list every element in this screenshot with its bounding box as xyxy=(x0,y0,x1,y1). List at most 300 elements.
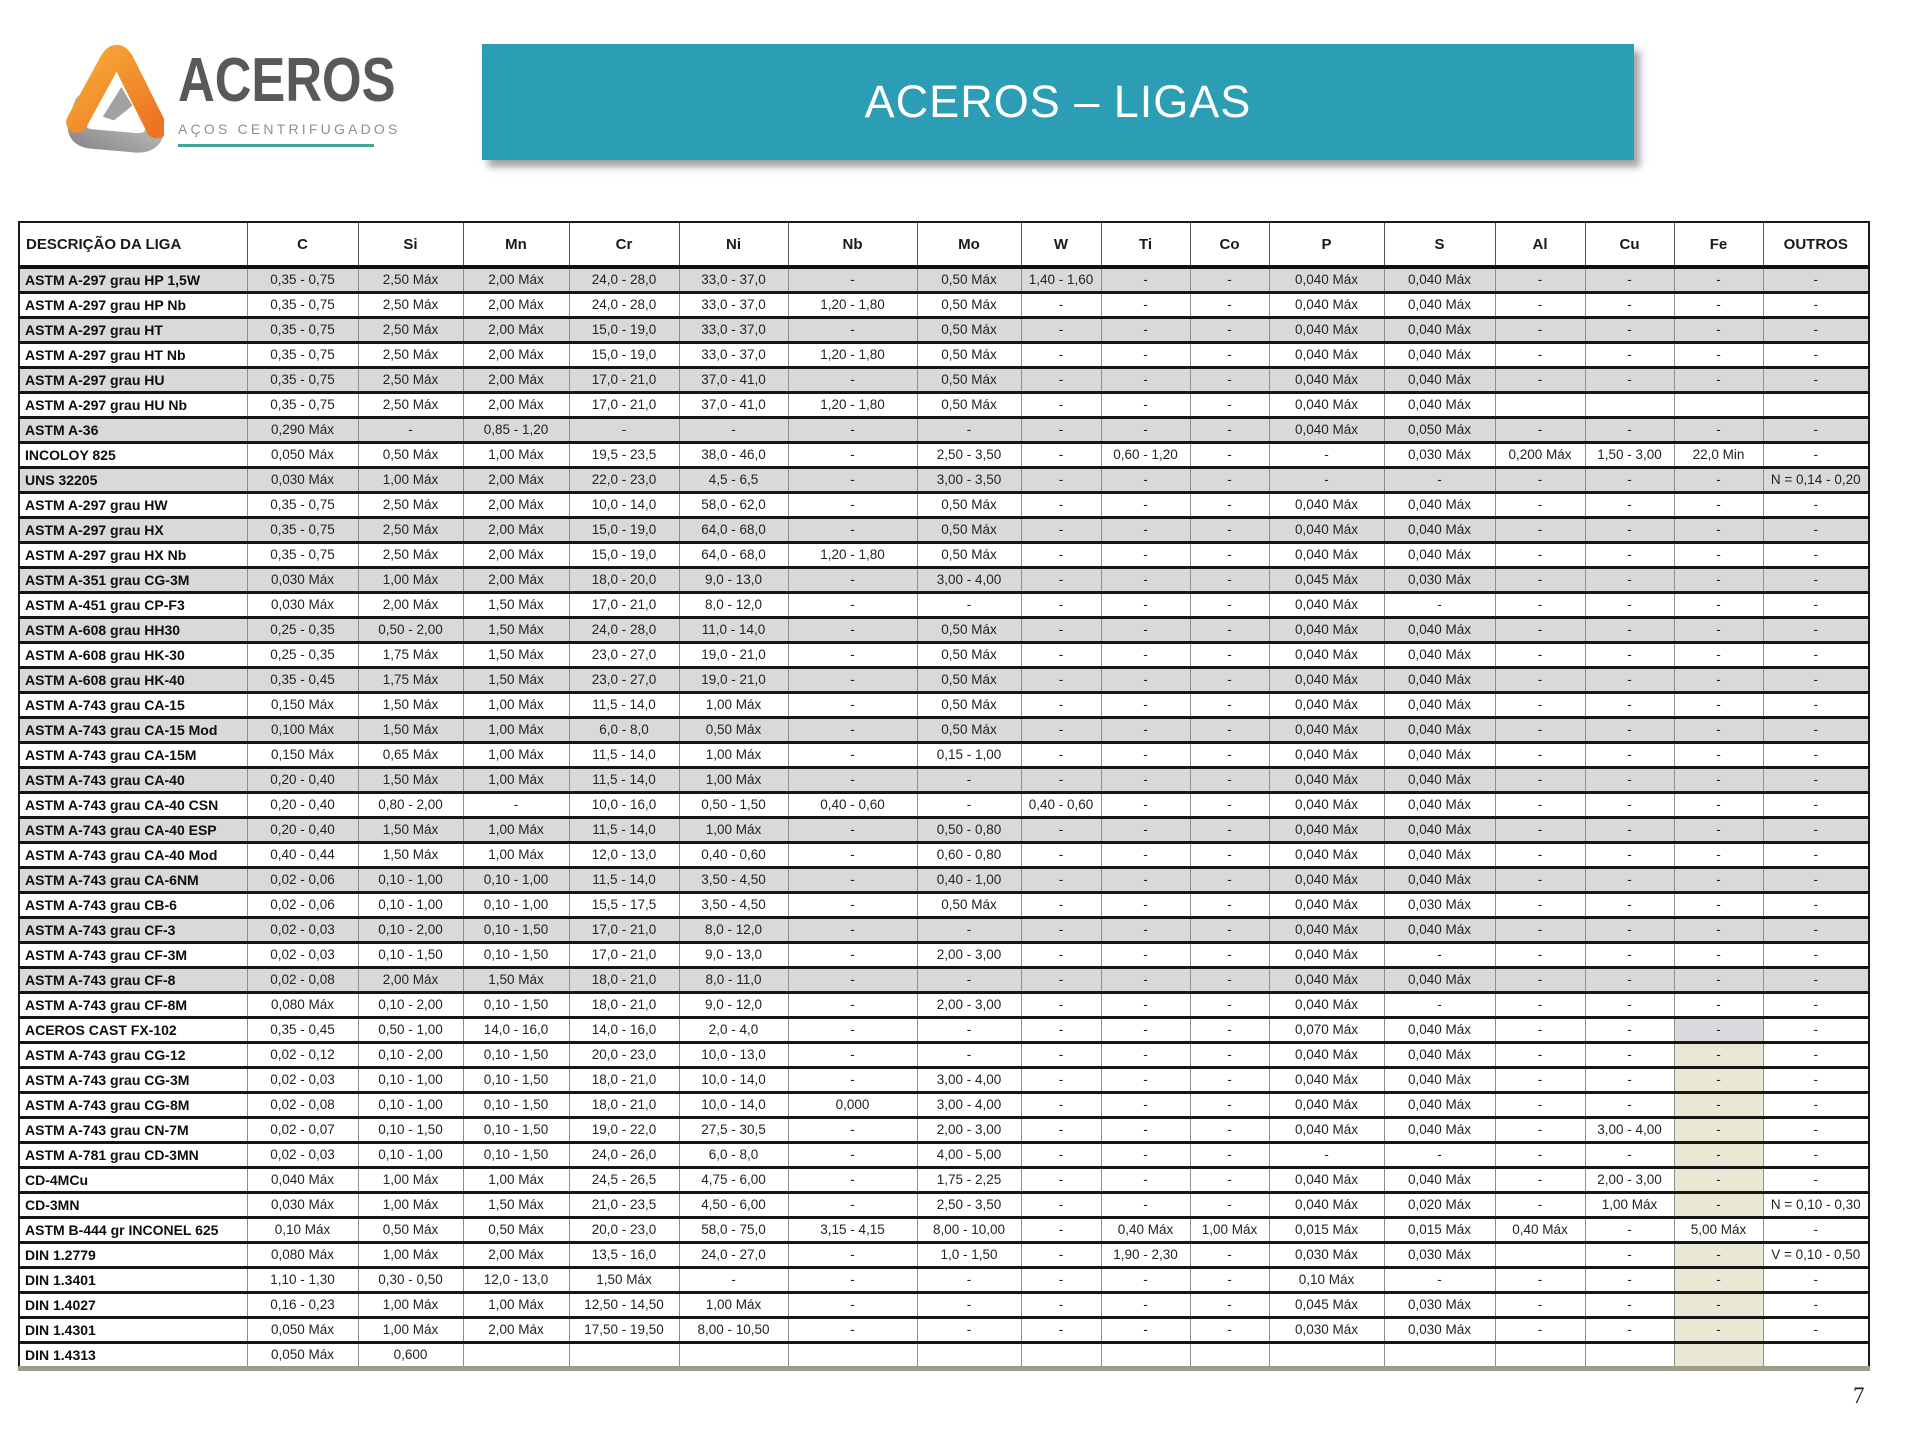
value-cell: - xyxy=(788,968,917,993)
value-cell: - xyxy=(1101,493,1190,518)
value-cell: - xyxy=(1495,1068,1585,1093)
value-cell: 0,040 Máx xyxy=(1384,743,1495,768)
table-row xyxy=(19,818,1869,843)
value-cell: 0,60 - 1,20 xyxy=(1101,443,1190,468)
value-cell: 11,5 - 14,0 xyxy=(569,693,679,718)
brand-tagline: AÇOS CENTRIFUGADOS xyxy=(178,120,401,137)
value-cell: - xyxy=(1101,1318,1190,1343)
liga-name-cell: CD-3MN xyxy=(19,1193,247,1218)
table-row xyxy=(19,468,1869,493)
value-cell: - xyxy=(1101,293,1190,318)
value-cell: 33,0 - 37,0 xyxy=(679,267,788,293)
value-cell: - xyxy=(1585,643,1674,668)
value-cell: 0,040 Máx xyxy=(1269,768,1384,793)
value-cell: 0,50 - 0,80 xyxy=(917,818,1021,843)
value-cell: - xyxy=(1269,1143,1384,1168)
value-cell: 1,00 Máx xyxy=(1190,1218,1269,1243)
value-cell: 0,10 - 1,50 xyxy=(463,993,569,1018)
value-cell: - xyxy=(1674,267,1763,293)
table-row xyxy=(19,343,1869,368)
value-cell: 1,50 Máx xyxy=(358,843,463,868)
value-cell: - xyxy=(1495,618,1585,643)
value-cell: 2,00 Máx xyxy=(463,393,569,418)
value-cell: 2,00 Máx xyxy=(463,493,569,518)
table-row xyxy=(19,518,1869,543)
value-cell: 0,040 Máx xyxy=(1269,1068,1384,1093)
value-cell: 0,030 Máx xyxy=(247,1193,358,1218)
value-cell: 0,35 - 0,45 xyxy=(247,1018,358,1043)
value-cell: - xyxy=(1763,1043,1869,1068)
value-cell: - xyxy=(1021,543,1101,568)
value-cell: - xyxy=(1021,768,1101,793)
value-cell: - xyxy=(1495,718,1585,743)
value-cell: - xyxy=(1763,918,1869,943)
value-cell: - xyxy=(1021,568,1101,593)
value-cell: 0,65 Máx xyxy=(358,743,463,768)
liga-name-cell: ASTM A-297 grau HT Nb xyxy=(19,343,247,368)
value-cell: - xyxy=(1585,993,1674,1018)
value-cell: 0,040 Máx xyxy=(1269,893,1384,918)
value-cell xyxy=(1495,393,1585,418)
value-cell: 0,50 Máx xyxy=(358,443,463,468)
value-cell: - xyxy=(1674,918,1763,943)
value-cell: - xyxy=(1021,868,1101,893)
value-cell: - xyxy=(1101,568,1190,593)
value-cell: 0,050 Máx xyxy=(247,1318,358,1343)
value-cell: - xyxy=(1585,1268,1674,1293)
value-cell: - xyxy=(1021,918,1101,943)
value-cell: - xyxy=(1021,743,1101,768)
value-cell: - xyxy=(1763,818,1869,843)
value-cell: - xyxy=(1021,618,1101,643)
value-cell: 0,040 Máx xyxy=(1384,868,1495,893)
value-cell: - xyxy=(1763,368,1869,393)
value-cell: - xyxy=(1763,1118,1869,1143)
column-header: Cr xyxy=(569,222,679,267)
value-cell: 0,25 - 0,35 xyxy=(247,618,358,643)
value-cell: 1,00 Máx xyxy=(358,1193,463,1218)
value-cell: 1,50 Máx xyxy=(463,668,569,693)
value-cell: - xyxy=(1190,1068,1269,1093)
value-cell: 2,50 Máx xyxy=(358,318,463,343)
value-cell: 0,000 xyxy=(788,1093,917,1118)
value-cell: 0,040 Máx xyxy=(1384,267,1495,293)
value-cell: - xyxy=(1495,1268,1585,1293)
value-cell: - xyxy=(1763,1318,1869,1343)
value-cell: - xyxy=(1269,468,1384,493)
value-cell: 0,070 Máx xyxy=(1269,1018,1384,1043)
value-cell: - xyxy=(1190,493,1269,518)
value-cell: 0,85 - 1,20 xyxy=(463,418,569,443)
value-cell xyxy=(1190,1343,1269,1369)
value-cell: 1,50 - 3,00 xyxy=(1585,443,1674,468)
value-cell: 0,040 Máx xyxy=(1384,393,1495,418)
value-cell: 20,0 - 23,0 xyxy=(569,1043,679,1068)
value-cell: - xyxy=(1101,1093,1190,1118)
value-cell: 8,00 - 10,00 xyxy=(917,1218,1021,1243)
value-cell: 9,0 - 13,0 xyxy=(679,568,788,593)
value-cell: - xyxy=(1763,1018,1869,1043)
value-cell: 1,00 Máx xyxy=(679,1293,788,1318)
value-cell: 1,50 Máx xyxy=(358,693,463,718)
liga-name-cell: ASTM A-297 grau HP Nb xyxy=(19,293,247,318)
value-cell: - xyxy=(1585,543,1674,568)
value-cell: 3,00 - 4,00 xyxy=(917,568,1021,593)
value-cell: - xyxy=(1495,1193,1585,1218)
value-cell: 0,02 - 0,08 xyxy=(247,1093,358,1118)
value-cell: 1,50 Máx xyxy=(358,768,463,793)
value-cell: - xyxy=(1190,893,1269,918)
value-cell: 24,5 - 26,5 xyxy=(569,1168,679,1193)
value-cell: 12,0 - 13,0 xyxy=(463,1268,569,1293)
table-row xyxy=(19,1168,1869,1193)
value-cell: 1,50 Máx xyxy=(463,643,569,668)
value-cell: - xyxy=(1674,293,1763,318)
value-cell: - xyxy=(1190,368,1269,393)
value-cell: - xyxy=(1674,1018,1763,1043)
value-cell: 0,35 - 0,75 xyxy=(247,293,358,318)
value-cell: 1,20 - 1,80 xyxy=(788,393,917,418)
value-cell: - xyxy=(1190,643,1269,668)
liga-name-cell: ASTM A-608 grau HK-30 xyxy=(19,643,247,668)
value-cell: - xyxy=(1495,643,1585,668)
value-cell: - xyxy=(1021,718,1101,743)
value-cell: 2,50 Máx xyxy=(358,368,463,393)
value-cell: 64,0 - 68,0 xyxy=(679,518,788,543)
value-cell: 0,50 Máx xyxy=(917,318,1021,343)
value-cell: - xyxy=(788,418,917,443)
value-cell: 2,00 Máx xyxy=(463,343,569,368)
table-row xyxy=(19,1143,1869,1168)
value-cell: 0,50 Máx xyxy=(917,618,1021,643)
value-cell: 24,0 - 28,0 xyxy=(569,293,679,318)
value-cell: - xyxy=(1495,1168,1585,1193)
value-cell: 1,20 - 1,80 xyxy=(788,543,917,568)
value-cell: 0,040 Máx xyxy=(1269,643,1384,668)
value-cell: - xyxy=(1101,718,1190,743)
liga-name-cell: ASTM A-743 grau CA-6NM xyxy=(19,868,247,893)
value-cell: 1,00 Máx xyxy=(358,468,463,493)
value-cell: 2,00 Máx xyxy=(463,518,569,543)
value-cell: 0,10 - 1,50 xyxy=(463,1093,569,1118)
alloy-table-container xyxy=(18,221,1870,1371)
value-cell: 0,10 - 1,00 xyxy=(358,1068,463,1093)
value-cell: 0,040 Máx xyxy=(247,1168,358,1193)
value-cell: - xyxy=(788,818,917,843)
value-cell xyxy=(788,1343,917,1369)
value-cell: - xyxy=(1674,1068,1763,1093)
value-cell: - xyxy=(1585,1043,1674,1068)
value-cell: - xyxy=(1585,693,1674,718)
liga-name-cell: ASTM A-743 grau CA-40 ESP xyxy=(19,818,247,843)
value-cell: - xyxy=(1674,818,1763,843)
value-cell xyxy=(1674,393,1763,418)
value-cell: - xyxy=(1101,1268,1190,1293)
value-cell: 0,02 - 0,06 xyxy=(247,893,358,918)
value-cell: - xyxy=(1190,543,1269,568)
value-cell: - xyxy=(1495,318,1585,343)
value-cell: - xyxy=(1763,293,1869,318)
value-cell: 1,00 Máx xyxy=(358,1243,463,1268)
liga-name-cell: ASTM A-743 grau CA-40 Mod xyxy=(19,843,247,868)
liga-name-cell: ASTM A-743 grau CB-6 xyxy=(19,893,247,918)
value-cell: - xyxy=(1190,993,1269,1018)
value-cell: 0,040 Máx xyxy=(1384,843,1495,868)
value-cell: 1,90 - 2,30 xyxy=(1101,1243,1190,1268)
value-cell: - xyxy=(1021,943,1101,968)
value-cell: - xyxy=(1763,768,1869,793)
value-cell: - xyxy=(1585,1318,1674,1343)
value-cell: 0,040 Máx xyxy=(1384,368,1495,393)
value-cell: 1,00 Máx xyxy=(463,768,569,793)
value-cell: - xyxy=(1495,768,1585,793)
liga-name-cell: ASTM A-743 grau CG-3M xyxy=(19,1068,247,1093)
value-cell: 2,00 - 3,00 xyxy=(917,1118,1021,1143)
liga-name-cell: ASTM A-743 grau CF-8M xyxy=(19,993,247,1018)
value-cell: 0,20 - 0,40 xyxy=(247,793,358,818)
value-cell: - xyxy=(788,1293,917,1318)
value-cell: - xyxy=(1384,1268,1495,1293)
value-cell: 11,5 - 14,0 xyxy=(569,743,679,768)
value-cell: 0,050 Máx xyxy=(1384,418,1495,443)
value-cell: 0,040 Máx xyxy=(1384,918,1495,943)
column-header: Co xyxy=(1190,222,1269,267)
value-cell: - xyxy=(1763,1218,1869,1243)
value-cell: - xyxy=(1021,993,1101,1018)
value-cell: - xyxy=(1190,1093,1269,1118)
value-cell: - xyxy=(788,918,917,943)
value-cell: - xyxy=(788,1318,917,1343)
value-cell: 27,5 - 30,5 xyxy=(679,1118,788,1143)
table-row xyxy=(19,1343,1869,1369)
value-cell: 2,00 Máx xyxy=(463,568,569,593)
value-cell: - xyxy=(1763,793,1869,818)
value-cell: - xyxy=(788,1243,917,1268)
value-cell: 0,040 Máx xyxy=(1269,718,1384,743)
value-cell: 64,0 - 68,0 xyxy=(679,543,788,568)
value-cell: - xyxy=(788,618,917,643)
value-cell: - xyxy=(1190,843,1269,868)
table-row xyxy=(19,1318,1869,1343)
value-cell: - xyxy=(1674,1043,1763,1068)
value-cell: - xyxy=(1190,1268,1269,1293)
value-cell: - xyxy=(1674,768,1763,793)
value-cell: 0,040 Máx xyxy=(1384,518,1495,543)
value-cell: 0,50 Máx xyxy=(917,718,1021,743)
value-cell: 0,10 Máx xyxy=(1269,1268,1384,1293)
value-cell: 0,030 Máx xyxy=(247,468,358,493)
value-cell: 0,150 Máx xyxy=(247,743,358,768)
value-cell: - xyxy=(1495,993,1585,1018)
table-row xyxy=(19,1293,1869,1318)
value-cell: - xyxy=(1101,1018,1190,1043)
value-cell: - xyxy=(1585,1218,1674,1243)
value-cell: 15,0 - 19,0 xyxy=(569,318,679,343)
value-cell: 17,0 - 21,0 xyxy=(569,593,679,618)
value-cell: - xyxy=(1021,1143,1101,1168)
value-cell: 33,0 - 37,0 xyxy=(679,318,788,343)
value-cell: - xyxy=(1190,1018,1269,1043)
value-cell: - xyxy=(1763,1293,1869,1318)
value-cell: 0,02 - 0,12 xyxy=(247,1043,358,1068)
value-cell: - xyxy=(1674,568,1763,593)
value-cell: - xyxy=(1674,1143,1763,1168)
value-cell: N = 0,10 - 0,30 xyxy=(1763,1193,1869,1218)
table-row xyxy=(19,418,1869,443)
value-cell: - xyxy=(788,1143,917,1168)
value-cell: - xyxy=(1101,968,1190,993)
value-cell: - xyxy=(788,693,917,718)
alloy-table xyxy=(18,221,1870,1371)
value-cell xyxy=(1101,1343,1190,1369)
value-cell: 0,030 Máx xyxy=(247,568,358,593)
company-logo xyxy=(62,36,443,164)
value-cell: - xyxy=(788,267,917,293)
column-header: Nb xyxy=(788,222,917,267)
value-cell: 19,5 - 23,5 xyxy=(569,443,679,468)
value-cell: 1,50 Máx xyxy=(463,593,569,618)
value-cell: 1,40 - 1,60 xyxy=(1021,267,1101,293)
value-cell: - xyxy=(1674,1268,1763,1293)
value-cell: - xyxy=(917,418,1021,443)
value-cell: - xyxy=(1021,1268,1101,1293)
value-cell: 0,35 - 0,45 xyxy=(247,668,358,693)
value-cell: - xyxy=(1763,843,1869,868)
value-cell: 0,35 - 0,75 xyxy=(247,368,358,393)
value-cell: 11,5 - 14,0 xyxy=(569,868,679,893)
value-cell: - xyxy=(1101,918,1190,943)
value-cell: 0,040 Máx xyxy=(1269,1118,1384,1143)
value-cell: - xyxy=(1495,1293,1585,1318)
value-cell: - xyxy=(1674,318,1763,343)
value-cell: - xyxy=(917,768,1021,793)
value-cell: - xyxy=(1495,868,1585,893)
value-cell: 0,040 Máx xyxy=(1384,693,1495,718)
value-cell: - xyxy=(1674,418,1763,443)
value-cell: - xyxy=(1585,418,1674,443)
value-cell: - xyxy=(1101,1043,1190,1068)
value-cell: 0,20 - 0,40 xyxy=(247,768,358,793)
liga-name-cell: ASTM A-297 grau HT xyxy=(19,318,247,343)
value-cell: - xyxy=(1495,1318,1585,1343)
value-cell: 1,00 Máx xyxy=(463,743,569,768)
value-cell: 0,040 Máx xyxy=(1269,267,1384,293)
value-cell: 10,0 - 14,0 xyxy=(679,1093,788,1118)
value-cell: 0,045 Máx xyxy=(1269,568,1384,593)
value-cell: - xyxy=(1101,1168,1190,1193)
value-cell: - xyxy=(1101,993,1190,1018)
value-cell: - xyxy=(1495,1043,1585,1068)
value-cell: - xyxy=(1495,418,1585,443)
liga-name-cell: ASTM A-743 grau CF-3 xyxy=(19,918,247,943)
column-header: S xyxy=(1384,222,1495,267)
value-cell: 2,00 - 3,00 xyxy=(1585,1168,1674,1193)
value-cell: 18,0 - 21,0 xyxy=(569,993,679,1018)
value-cell: 0,35 - 0,75 xyxy=(247,393,358,418)
value-cell: - xyxy=(1585,743,1674,768)
value-cell: 1,00 Máx xyxy=(463,693,569,718)
value-cell: 0,02 - 0,07 xyxy=(247,1118,358,1143)
value-cell: - xyxy=(1763,1168,1869,1193)
value-cell: - xyxy=(1674,643,1763,668)
table-row xyxy=(19,968,1869,993)
value-cell: 0,080 Máx xyxy=(247,1243,358,1268)
value-cell: 10,0 - 14,0 xyxy=(569,493,679,518)
value-cell: 0,040 Máx xyxy=(1269,368,1384,393)
value-cell: 0,10 - 1,50 xyxy=(463,943,569,968)
value-cell: - xyxy=(1021,443,1101,468)
table-row xyxy=(19,443,1869,468)
value-cell: 21,0 - 23,5 xyxy=(569,1193,679,1218)
value-cell: 19,0 - 22,0 xyxy=(569,1118,679,1143)
value-cell: - xyxy=(1101,1118,1190,1143)
value-cell: 0,040 Máx xyxy=(1269,393,1384,418)
value-cell: 23,0 - 27,0 xyxy=(569,668,679,693)
value-cell: 0,030 Máx xyxy=(1384,568,1495,593)
value-cell: 0,02 - 0,06 xyxy=(247,868,358,893)
column-header: Mn xyxy=(463,222,569,267)
liga-name-cell: UNS 32205 xyxy=(19,468,247,493)
value-cell: 0,10 - 2,00 xyxy=(358,1043,463,1068)
value-cell: 0,10 - 2,00 xyxy=(358,993,463,1018)
value-cell: - xyxy=(1384,468,1495,493)
value-cell: - xyxy=(1190,418,1269,443)
value-cell: - xyxy=(1585,1093,1674,1118)
value-cell: - xyxy=(1763,518,1869,543)
value-cell: 5,00 Máx xyxy=(1674,1218,1763,1243)
value-cell: - xyxy=(1101,1293,1190,1318)
liga-name-cell: ASTM A-297 grau HX xyxy=(19,518,247,543)
value-cell: - xyxy=(1021,1068,1101,1093)
value-cell: - xyxy=(917,1043,1021,1068)
value-cell: 0,040 Máx xyxy=(1384,1118,1495,1143)
value-cell: 0,40 - 0,60 xyxy=(788,793,917,818)
value-cell: 18,0 - 20,0 xyxy=(569,568,679,593)
value-cell: 0,040 Máx xyxy=(1384,293,1495,318)
value-cell: - xyxy=(1495,843,1585,868)
column-header: Ti xyxy=(1101,222,1190,267)
value-cell: - xyxy=(1021,1243,1101,1268)
value-cell: 3,00 - 4,00 xyxy=(917,1093,1021,1118)
table-row xyxy=(19,843,1869,868)
value-cell: - xyxy=(1021,593,1101,618)
value-cell: - xyxy=(1101,1143,1190,1168)
value-cell: 1,50 Máx xyxy=(463,618,569,643)
column-header: DESCRIÇÃO DA LIGA xyxy=(19,222,247,267)
value-cell: - xyxy=(1585,868,1674,893)
value-cell: 0,40 - 0,60 xyxy=(679,843,788,868)
table-row xyxy=(19,568,1869,593)
value-cell: - xyxy=(1021,968,1101,993)
value-cell: - xyxy=(1495,918,1585,943)
column-header: Ni xyxy=(679,222,788,267)
alloy-table-head xyxy=(19,222,1869,267)
value-cell: 0,50 Máx xyxy=(917,643,1021,668)
value-cell: - xyxy=(1674,343,1763,368)
value-cell: 2,50 Máx xyxy=(358,293,463,318)
value-cell: - xyxy=(1585,267,1674,293)
value-cell: 10,0 - 13,0 xyxy=(679,1043,788,1068)
value-cell: - xyxy=(1190,468,1269,493)
value-cell: - xyxy=(1674,493,1763,518)
value-cell: 9,0 - 12,0 xyxy=(679,993,788,1018)
value-cell: 0,040 Máx xyxy=(1269,493,1384,518)
value-cell: 0,040 Máx xyxy=(1269,868,1384,893)
value-cell: - xyxy=(1190,343,1269,368)
value-cell: 0,50 Máx xyxy=(917,518,1021,543)
liga-name-cell: ASTM A-36 xyxy=(19,418,247,443)
value-cell: - xyxy=(1585,1018,1674,1043)
